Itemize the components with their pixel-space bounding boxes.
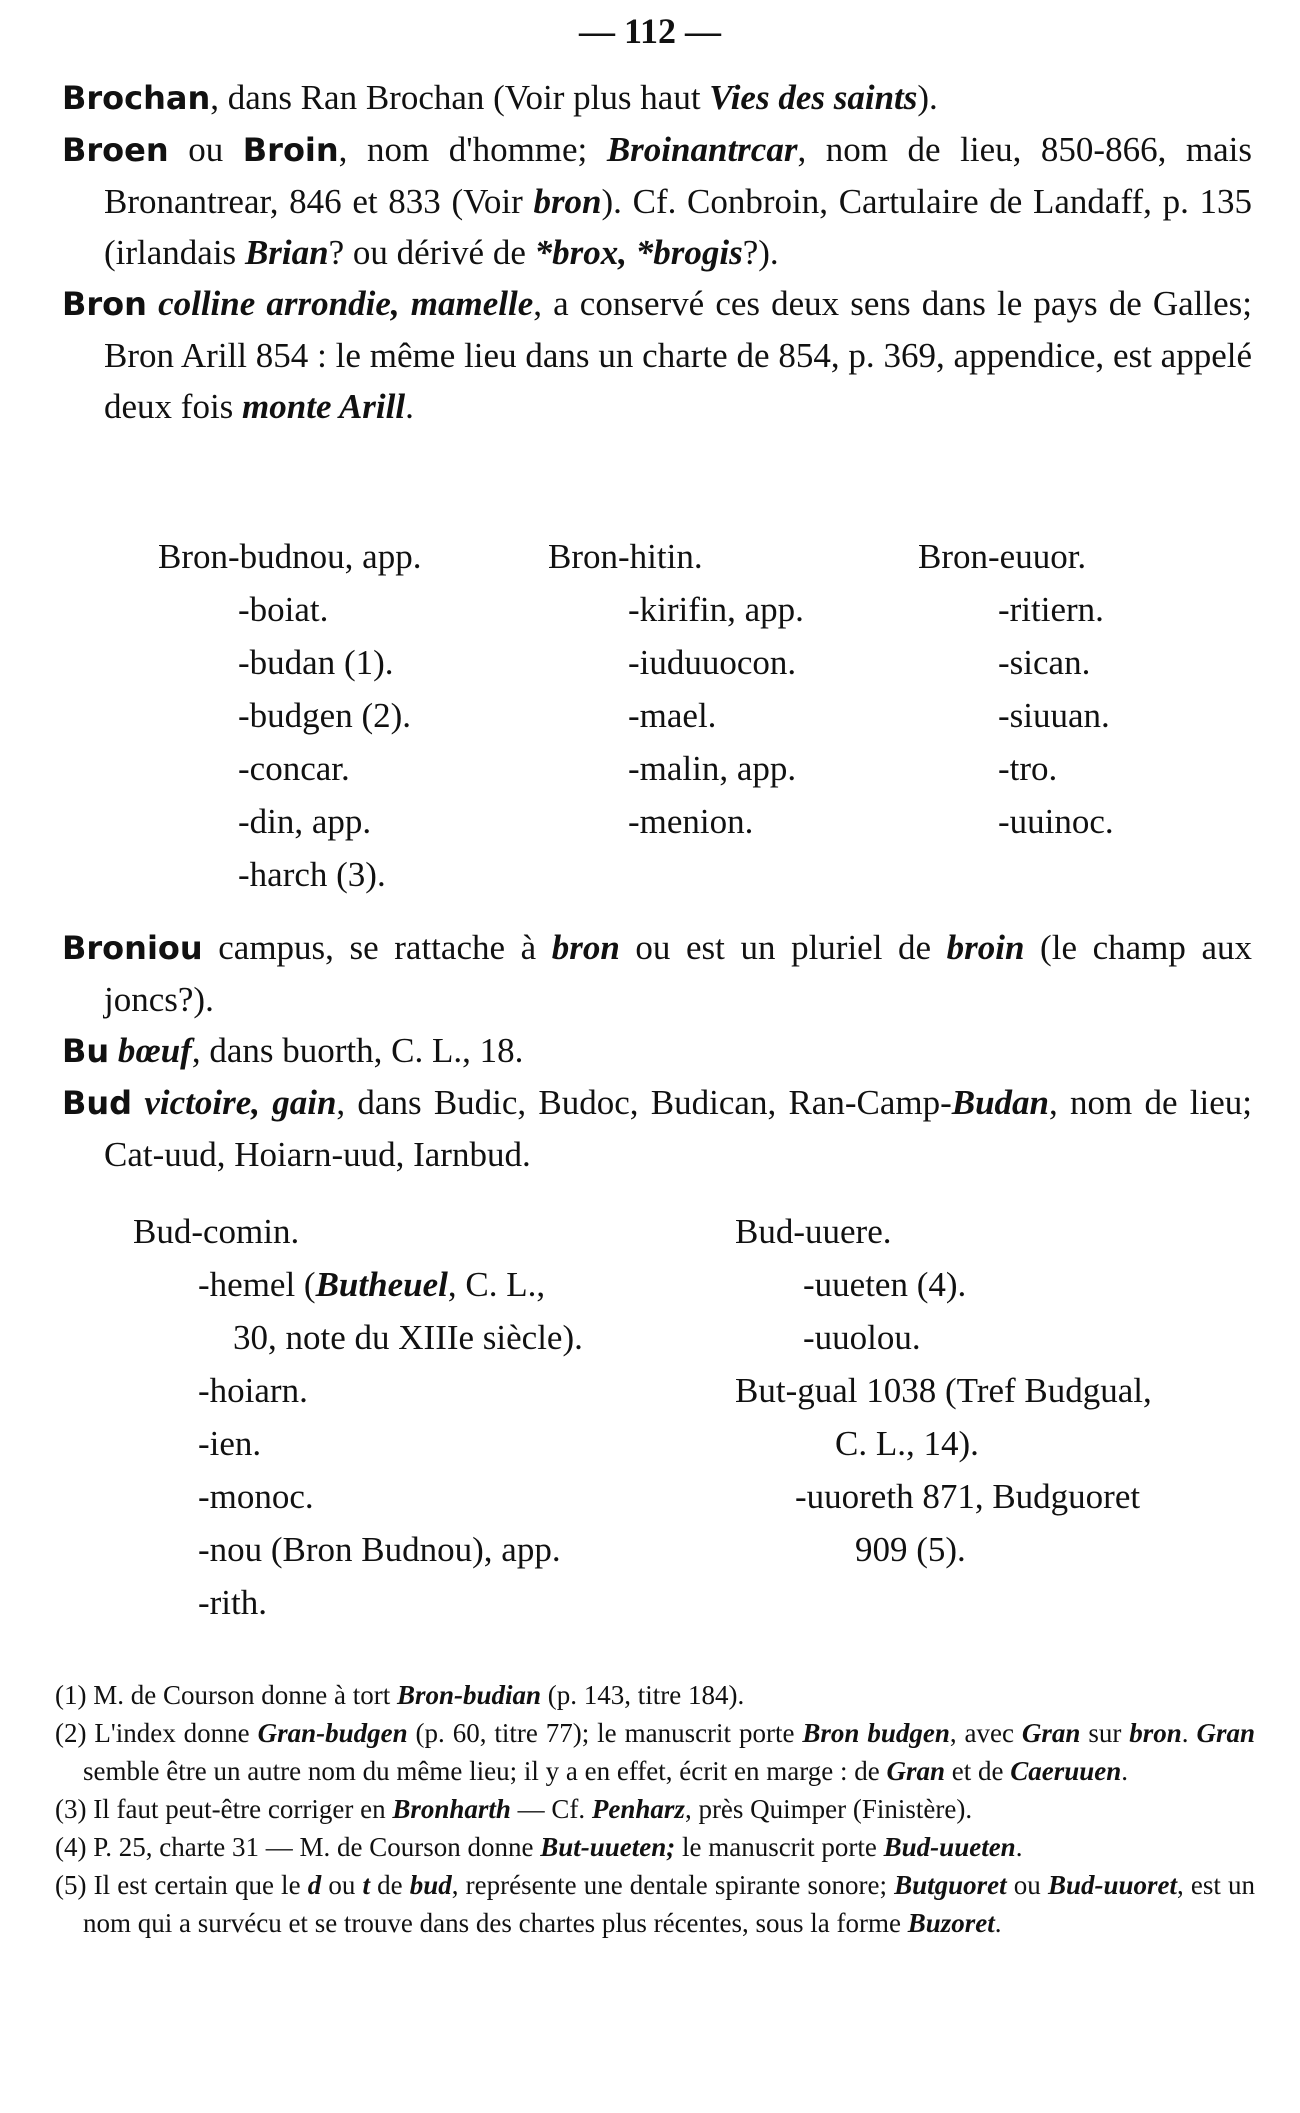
list-item: -ritiern. — [998, 590, 1104, 629]
dictionary-entries-2 — [62, 922, 1252, 1180]
bron-list-col1 — [158, 530, 421, 901]
list-item: Bud-uuere. — [735, 1212, 892, 1251]
list-item: -iuduuocon. — [628, 643, 797, 682]
list-item: -harch (3). — [238, 855, 386, 894]
footnotes — [55, 1676, 1255, 1942]
entry-brochan: Brochan, dans Ran Brochan (Voir plus haut Vies des saints). — [62, 78, 938, 117]
list-item: -nou (Bron Budnou), app. — [198, 1530, 561, 1569]
list-item: -uueten (4). — [803, 1265, 967, 1304]
list-item: -siuuan. — [998, 696, 1110, 735]
list-item: -hoiarn. — [198, 1371, 308, 1410]
footnote-1: (1) M. de Courson donne à tort Bron-budian (p. 143, titre 184). — [55, 1680, 745, 1710]
headword: Broniou — [62, 929, 203, 967]
list-item: -kirifin, app. — [628, 590, 804, 629]
headword: Broin — [242, 131, 339, 169]
list-item: -concar. — [238, 749, 350, 788]
footnote-2: (2) L'index donne Gran-budgen (p. 60, titre 77); le manuscrit porte Bron budgen, avec Gran sur bron. Gran semble être un autre nom du même lieu; il y a en effet, écrit en marge : de Gran et de Caeruuen. — [55, 1718, 1255, 1786]
list-item: Bron-budnou, app. — [158, 537, 422, 576]
list-item: Bron-hitin. — [548, 537, 703, 576]
list-item: -ien. — [198, 1424, 262, 1463]
entry-bron: Bron colline arrondie, mamelle, a conservé ces deux sens dans le pays de Galles; Bron Arill 854 : le même lieu dans un charte de 854, p. 369, appendice, est appelé deux fois monte Arill. — [62, 284, 1253, 426]
footnote-4: (4) P. 25, charte 31 — M. de Courson donne But-uueten; le manuscrit porte Bud-uueten. — [55, 1832, 1023, 1862]
list-item: -rith. — [198, 1583, 268, 1622]
list-item: -sican. — [998, 643, 1091, 682]
list-item: -budgen (2). — [238, 696, 412, 735]
footnote-3: (3) Il faut peut-être corriger en Bronharth — Cf. Penharz, près Quimper (Finistère). — [55, 1794, 973, 1824]
list-item: -budan (1). — [238, 643, 394, 682]
headword: Broen — [62, 131, 169, 169]
list-item: Bud-comin. — [133, 1212, 300, 1251]
list-item: 30, note du XIIIe siècle). — [233, 1318, 583, 1357]
list-item: -uuinoc. — [998, 802, 1114, 841]
list-item: 909 (5). — [855, 1530, 966, 1569]
list-item: -monoc. — [198, 1477, 314, 1516]
list-item: -tro. — [998, 749, 1058, 788]
list-item: -hemel (Butheuel, C. L., — [198, 1265, 546, 1304]
entry-broniou: Broniou campus, se rattache à bron ou est un pluriel de broin (le champ aux joncs?). — [62, 928, 1252, 1019]
list-item: -din, app. — [238, 802, 372, 841]
list-item: C. L., 14). — [835, 1424, 979, 1463]
headword: Bud — [62, 1084, 133, 1122]
footnote-5: (5) Il est certain que le d ou t de bud, représente une dentale spirante sonore; Butguoret ou Bud-uuoret, est un nom qui a survécu et se trouve dans des chartes plus récentes, sous la forme Buzoret. — [55, 1870, 1255, 1938]
headword: Brochan — [62, 79, 211, 117]
list-item: -uuolou. — [803, 1318, 921, 1357]
bud-list-col1 — [133, 1205, 583, 1629]
entry-broen: Broen ou Broin, nom d'homme; Broinantrcar, nom de lieu, 850-866, mais Bronantrear, 846 et 833 (Voir bron). Cf. Conbroin, Cartulaire de Landaff, p. 135 (irlandais Brian? ou dérivé de *brox, *brogis?). — [62, 130, 1252, 272]
bud-list-col2 — [735, 1205, 1152, 1576]
list-item: -malin, app. — [628, 749, 797, 788]
bron-list-col2 — [548, 530, 804, 848]
list-item: -mael. — [628, 696, 717, 735]
headword: Bron — [62, 285, 147, 323]
list-item: Bron-euuor. — [918, 537, 1087, 576]
headword: Bu — [62, 1032, 110, 1070]
list-item: -menion. — [628, 802, 754, 841]
bron-list-col3 — [918, 530, 1114, 848]
list-item: But-gual 1038 (Tref Budgual, — [735, 1371, 1152, 1410]
list-item: -uuoreth 871, Budguoret — [795, 1477, 1141, 1516]
entry-bu: Bu bœuf, dans buorth, C. L., 18. — [62, 1031, 524, 1070]
page-number: — 112 — — [578, 11, 721, 51]
dictionary-entries — [62, 72, 1252, 432]
list-item: -boiat. — [238, 590, 329, 629]
entry-bud: Bud victoire, gain, dans Budic, Budoc, Budican, Ran-Camp-Budan, nom de lieu; Cat-uud, Hoiarn-uud, Iarnbud. — [62, 1083, 1252, 1174]
